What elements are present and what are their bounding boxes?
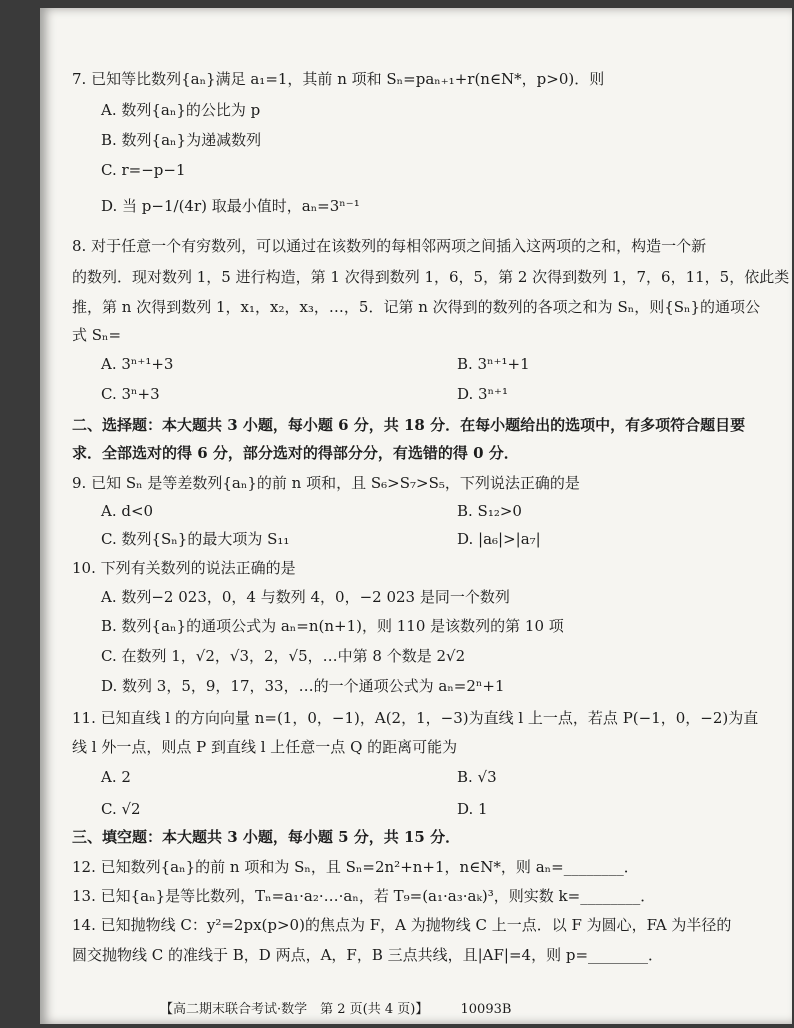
footer-code: 10093B	[460, 1002, 512, 1017]
q8-option-b: B. 3ⁿ⁺¹+1	[457, 355, 530, 373]
q8-options-row2	[101, 383, 768, 405]
section2-heading-line2: 求．全部选对的得 6 分，部分选对的得部分分，有选错的得 0 分．	[72, 444, 519, 462]
q11-options-row2	[101, 798, 768, 820]
q10-option-d: D. 数列 3，5，9，17，33，…的一个通项公式为 aₙ=2ⁿ+1	[101, 677, 505, 695]
q8-line1: 8. 对于任意一个有穷数列，可以通过在该数列的每相邻两项之间插入这两项的之和，构造一个新	[72, 237, 707, 255]
q8-options-row1	[101, 353, 768, 375]
q7-option-c: C. r=−p−1	[101, 161, 186, 179]
q12-text: 12. 已知数列{aₙ}的前 n 项和为 Sₙ，且 Sₙ=2n²+n+1，n∈N*，则 aₙ=________．	[72, 858, 639, 876]
q11-options-row1	[101, 766, 768, 788]
page-footer	[160, 998, 511, 1017]
q8-option-a: A. 3ⁿ⁺¹+3	[101, 355, 174, 373]
q9-option-d: D. |a₆|>|a₇|	[457, 530, 541, 548]
q11-option-d: D. 1	[457, 800, 488, 818]
q7-option-b: B. 数列{aₙ}为递减数列	[101, 131, 262, 149]
q7-stem: 7. 已知等比数列{aₙ}满足 a₁=1，其前 n 项和 Sₙ=paₙ₊₁+r(n∈N*，p>0)．则	[72, 70, 605, 88]
q10-option-a: A. 数列−2 023，0，4 与数列 4，0，−2 023 是同一个数列	[101, 588, 510, 606]
q9-stem: 9. 已知 Sₙ 是等差数列{aₙ}的前 n 项和，且 S₆>S₇>S₅，下列说法正确的是	[72, 474, 580, 492]
q8-line2: 的数列．现对数列 1，5 进行构造，第 1 次得到数列 1，6，5，第 2 次得到数列 1，7，6，11，5，依此类	[72, 268, 790, 286]
q11-option-b: B. √3	[457, 768, 497, 786]
q11-option-a: A. 2	[101, 768, 131, 786]
q9-options-row1	[101, 500, 768, 522]
section2-heading-line1: 二、选择题：本大题共 3 小题，每小题 6 分，共 18 分．在每小题给出的选项中，有多项符合题目要	[72, 416, 746, 434]
q11-line2: 线 l 外一点，则点 P 到直线 l 上任意一点 Q 的距离可能为	[72, 738, 458, 756]
q10-stem: 10. 下列有关数列的说法正确的是	[72, 559, 296, 577]
q8-option-d: D. 3ⁿ⁺¹	[457, 385, 508, 403]
q8-line3: 推，第 n 次得到数列 1，x₁，x₂，x₃，…，5．记第 n 次得到的数列的各项之和为 Sₙ，则{Sₙ}的通项公	[72, 298, 761, 316]
q10-option-b: B. 数列{aₙ}的通项公式为 aₙ=n(n+1)，则 110 是该数列的第 10 项	[101, 617, 564, 635]
q13-text: 13. 已知{aₙ}是等比数列，Tₙ=a₁·a₂·…·aₙ，若 T₉=(a₁·a₃·aₖ)³，则实数 k=________．	[72, 887, 656, 905]
q11-line1: 11. 已知直线 l 的方向向量 n=(1，0，−1)，A(2，1，−3)为直线 l 上一点，若点 P(−1，0，−2)为直	[72, 709, 759, 727]
q8-option-c: C. 3ⁿ+3	[101, 385, 160, 403]
q11-option-c: C. √2	[101, 800, 141, 818]
q14-line1: 14. 已知抛物线 C：y²=2px(p>0)的焦点为 F，A 为抛物线 C 上一点．以 F 为圆心，FA 为半径的	[72, 916, 732, 934]
q8-line4: 式 Sₙ=	[72, 326, 122, 344]
footer-label: 【高二期末联合考试·数学 第 2 页(共 4 页)】	[160, 1002, 429, 1017]
q9-options-row2	[101, 528, 768, 550]
q7-option-a: A. 数列{aₙ}的公比为 p	[101, 101, 261, 119]
section3-heading: 三、填空题：本大题共 3 小题，每小题 5 分，共 15 分．	[72, 828, 461, 846]
q7-option-d: D. 当 p−1/(4r) 取最小值时，aₙ=3ⁿ⁻¹	[101, 197, 360, 215]
q9-option-a: A. d<0	[101, 502, 154, 520]
q9-option-b: B. S₁₂>0	[457, 502, 522, 520]
q9-option-c: C. 数列{Sₙ}的最大项为 S₁₁	[101, 530, 290, 548]
q14-line2: 圆交抛物线 C 的准线于 B，D 两点，A，F，B 三点共线，且|AF|=4，则 p=________．	[72, 946, 664, 964]
exam-page	[40, 8, 792, 1024]
q10-option-c: C. 在数列 1，√2，√3，2，√5，…中第 8 个数是 2√2	[101, 647, 466, 665]
